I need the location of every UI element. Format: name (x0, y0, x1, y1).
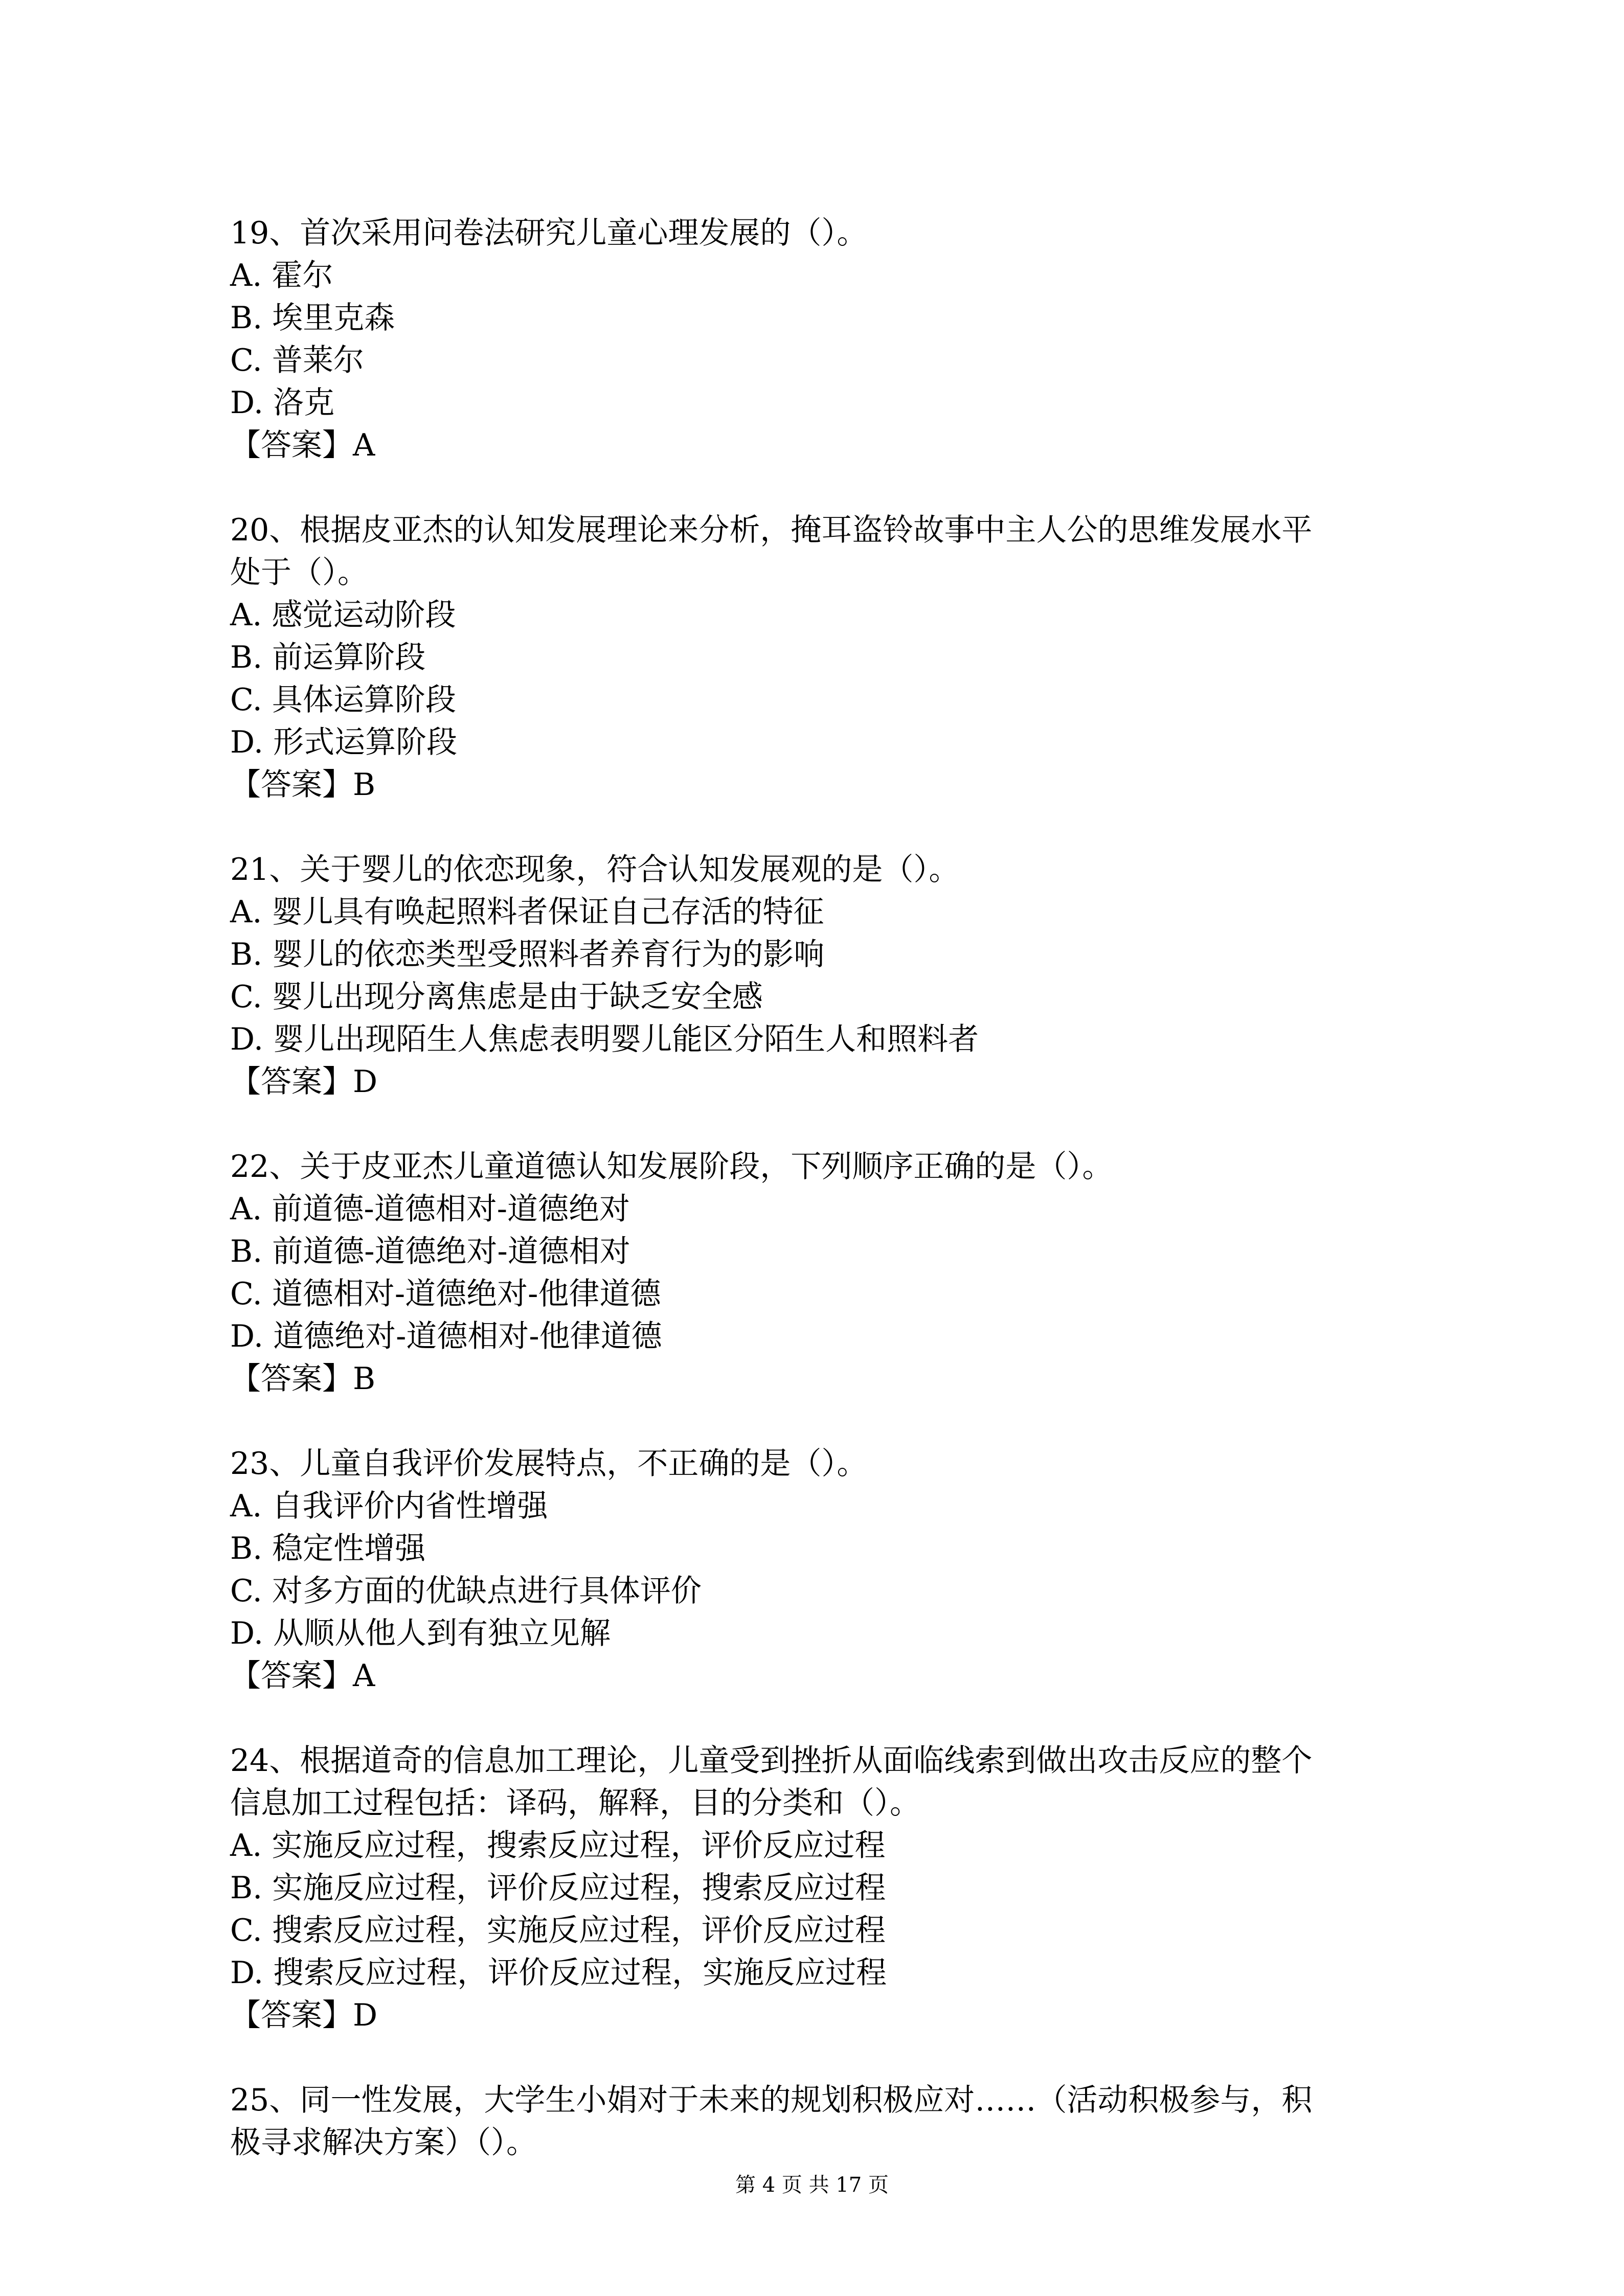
question-title-line: 信息加工过程包括：译码，解释，目的分类和（）。 (230, 1785, 920, 1821)
question-title-line: 22、关于皮亚杰儿童道德认知发展阶段，下列顺序正确的是（）。 (230, 1149, 1113, 1185)
answer-value: B (353, 1361, 376, 1397)
option-line: C. 婴儿出现分离焦虑是由于缺乏安全感 (230, 979, 763, 1015)
option-line: C. 搜索反应过程，实施反应过程，评价反应过程 (230, 1913, 886, 1948)
question-list (230, 212, 1422, 2164)
question-block-24 (230, 1740, 1422, 2037)
answer-value: A (353, 427, 375, 463)
option-line: C. 道德相对-道德绝对-他律道德 (230, 1276, 661, 1312)
option-line: D. 洛克 (230, 385, 335, 421)
question-title-line: 25、同一性发展，大学生小娟对于未来的规划积极应对……（活动积极参与，积 (230, 2082, 1313, 2118)
answer-label: 【答案】 (230, 427, 353, 463)
answer-line (230, 1655, 1422, 1697)
option-line: B. 埃里克森 (230, 300, 395, 336)
option-line: D. 形式运算阶段 (230, 724, 458, 760)
option-line: C. 普莱尔 (230, 343, 364, 378)
answer-line (230, 424, 1422, 467)
question-title-line: 24、根据道奇的信息加工理论，儿童受到挫折从面临线索到做出攻击反应的整个 (230, 1743, 1313, 1779)
answer-line (230, 1358, 1422, 1400)
question-title-line: 21、关于婴儿的依恋现象，符合认知发展观的是（）。 (230, 852, 960, 888)
answer-line (230, 1061, 1422, 1103)
option-line: B. 前运算阶段 (230, 640, 426, 675)
question-block-25 (230, 2079, 1422, 2164)
answer-value: D (353, 1997, 378, 2033)
option-line: A. 感觉运动阶段 (230, 597, 456, 633)
option-line: A. 前道德-道德相对-道德绝对 (230, 1191, 630, 1227)
answer-value: D (353, 1064, 378, 1100)
question-block-20 (230, 509, 1422, 806)
option-line: A. 自我评价内省性增强 (230, 1488, 548, 1524)
answer-line (230, 1994, 1422, 2037)
answer-value: A (353, 1658, 375, 1694)
option-line: A. 婴儿具有唤起照料者保证自己存活的特征 (230, 894, 824, 930)
question-block-22 (230, 1146, 1422, 1400)
option-line: B. 稳定性增强 (230, 1531, 426, 1566)
question-title-line: 处于（）。 (230, 555, 368, 590)
question-title-line: 23、儿童自我评价发展特点，不正确的是（）。 (230, 1446, 868, 1482)
answer-value: B (353, 767, 376, 803)
question-title-line: 20、根据皮亚杰的认知发展理论来分析，掩耳盗铃故事中主人公的思维发展水平 (230, 512, 1313, 548)
answer-label: 【答案】 (230, 767, 353, 803)
option-line: B. 实施反应过程，评价反应过程，搜索反应过程 (230, 1870, 886, 1906)
option-line: D. 婴儿出现陌生人焦虑表明婴儿能区分陌生人和照料者 (230, 1021, 979, 1057)
answer-label: 【答案】 (230, 1361, 353, 1397)
option-line: D. 从顺从他人到有独立见解 (230, 1616, 611, 1651)
question-block-19 (230, 212, 1422, 467)
option-line: B. 婴儿的依恋类型受照料者养育行为的影响 (230, 937, 825, 972)
option-line: C. 具体运算阶段 (230, 682, 456, 718)
option-line: D. 搜索反应过程，评价反应过程，实施反应过程 (230, 1955, 887, 1991)
answer-label: 【答案】 (230, 1658, 353, 1694)
page-footer: 第 4 页 共 17 页 (735, 2173, 889, 2197)
option-line: A. 霍尔 (230, 258, 333, 293)
answer-line (230, 764, 1422, 806)
option-line: C. 对多方面的优缺点进行具体评价 (230, 1573, 702, 1609)
answer-label: 【答案】 (230, 1064, 353, 1100)
question-title-line: 极寻求解决方案）（）。 (230, 2125, 537, 2161)
question-block-23 (230, 1443, 1422, 1697)
answer-label: 【答案】 (230, 1997, 353, 2033)
option-line: A. 实施反应过程，搜索反应过程，评价反应过程 (230, 1828, 886, 1863)
option-line: B. 前道德-道德绝对-道德相对 (230, 1234, 630, 1269)
question-title-line: 19、首次采用问卷法研究儿童心理发展的（）。 (230, 215, 868, 251)
option-line: D. 道德绝对-道德相对-他律道德 (230, 1319, 662, 1354)
question-block-21 (230, 849, 1422, 1103)
